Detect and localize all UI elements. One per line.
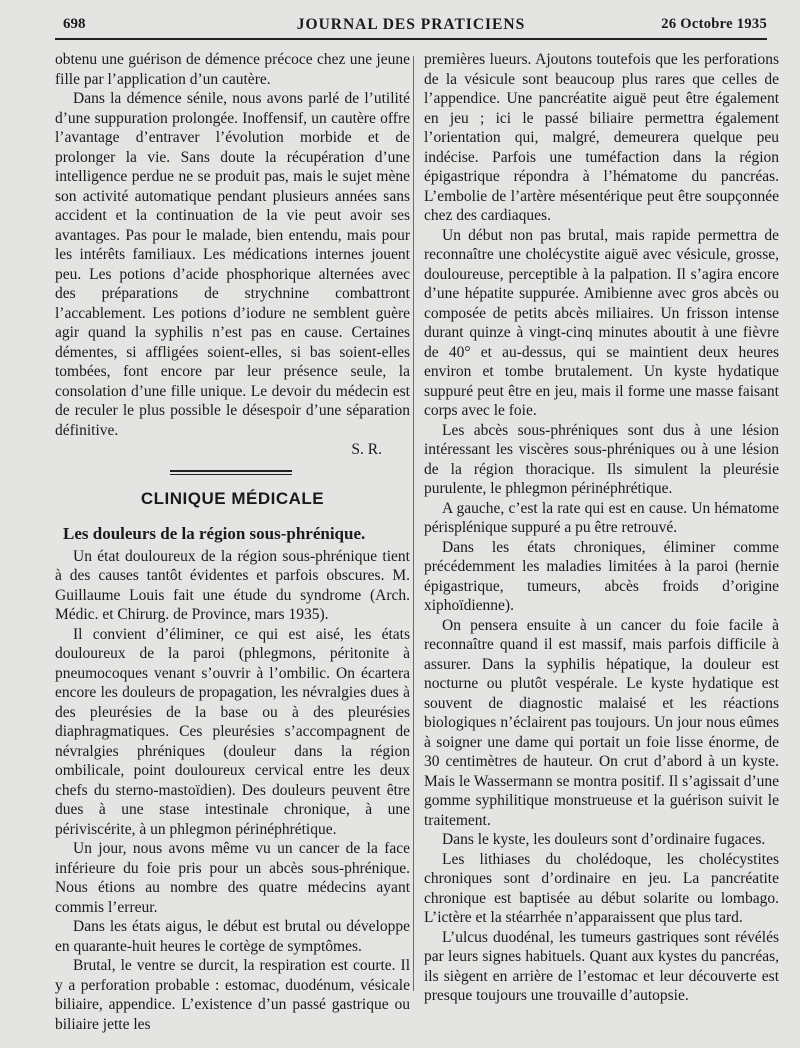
right-paragraph-6: On pensera ensuite à un cancer du foie facile à reconnaître quand il est massif, mais parfois difficile à assurer. Dans la syphilis hépatique, la douleur est nocturne ou plutôt vespérale. Le kyste hydatique est souvent de diagnostic malaisé et les réactions biologiques n’éclairent pas toujours. Un jour nous eûmes à soigner une dame qui portait un foie lisse énorme, de 30 centimètres de hauteur. On crut d’abord à un kyste. Mais le Wassermann se montra positif. Il s’agissait d’une gomme syphilitique monstrueuse et la guérison suivit le traitement. xyxy=(424,616,779,829)
running-header xyxy=(55,14,767,40)
left-paragraph-1: obtenu une guérison de démence précoce chez une jeune fille par l’application d’un cautère. xyxy=(55,51,410,88)
left-paragraph-2: Dans la démence sénile, nous avons parlé de l’utilité d’une suppuration prolongée. Inoffensif, un cautère offre l’avantage d’entraver l’évolution morbide et de prolonger la vie. Sans doute la récupération d’une intelligence perdue ne se produit pas, mais le sujet mène son activité automatique pendant plusieurs années sans accident et la continuation de la vie peut avoir ses avantages. Pas pour le malade, bien entendu, mais pour les intérêts familiaux. Les médications internes jouent peu. Les potions d’acide phosphorique alternées avec des préparations de strychnine combattront l’accablement. Les potions d’iodure ne semblent guère agir quand la syphilis n’est pas en cause. Certaines démentes, si affligées soient-elles, si bas soient-elles tombées, font encore par leur présence seule, la consolation d’une fille unique. Le devoir du médecin est de reculer le plus possible le désespoir d’une séparation définitive. xyxy=(55,90,410,439)
left-paragraph-7: Brutal, le ventre se durcit, la respiration est courte. Il y a perforation probable : estomac, duodénum, vésicale biliaire, appendice. L’existence d’un passé gastrique ou biliaire jette les xyxy=(55,957,410,1033)
issue-date: 26 Octobre 1935 xyxy=(661,16,767,32)
left-column xyxy=(55,50,410,1034)
author-signature: S. R. xyxy=(351,441,382,458)
right-paragraph-7: Dans le kyste, les douleurs sont d’ordinaire fugaces. xyxy=(442,831,766,848)
left-paragraph-3: Un état douloureux de la région sous-phrénique tient à des causes tantôt évidentes et parfois obscures. M. Guillaume Louis fait une étude du syndrome (Arch. Médic. et Chirurg. de Province, mars 1935). xyxy=(55,547,410,623)
right-paragraph-8: Les lithiases du cholédoque, les cholécystites chroniques sont d’ordinaire en jeu. La pancréatite chronique est baptisée au début solarite ou lombago. L’ictère et la stéarrhée n’apparaissent que plus tard. xyxy=(424,850,779,926)
column-divider xyxy=(413,56,414,991)
journal-title: JOURNAL DES PRATICIENS xyxy=(296,16,526,33)
right-column xyxy=(424,50,779,1006)
right-paragraph-2: Un début non pas brutal, mais rapide permettra de reconnaître une cholécystite aiguë avec vésicule, grosse, douloureuse, perceptible à la palpation. Il s’agira encore d’une hépatite suppurée. Amibienne avec gros abcès ou composée de petits abcès miliaires. Un frisson intense durant quinze à vingt-cinq minutes aboutit à une fièvre de 40° et au-dessus, qui se maintient deux heures environ et tombe brutalement. Un kyste hydatique suppuré peut être en jeu, mais il forme une masse faisant corps avec le foie. xyxy=(424,226,779,419)
right-paragraph-5: Dans les états chroniques, éliminer comme précédemment les maladies limitées à la paroi (hernie épigastrique, tumeurs, abcès froids d’origine xiphoïdienne). xyxy=(424,538,779,614)
right-paragraph-3: Les abcès sous-phréniques sont dus à une lésion intéressant les viscères sous-phréniques ou à une lésion de la région thoracique. Ils simulent la pleurésie purulente, le phlegmon périnéphrétique. xyxy=(424,421,779,497)
right-paragraph-4: A gauche, c’est la rate qui est en cause. Un hématome périsplénique suppuré a pu être retrouvé. xyxy=(424,499,779,536)
left-paragraph-4: Il convient d’éliminer, ce qui est aisé, les états douloureux de la paroi (phlegmons, péritonite à pneumocoques venant s’ouvrir à l’ombilic. On écartera encore les douleurs de propagation, les névralgies dues à des pleurésies de la base ou à des pleurésies diaphragmatiques. Ces pleurésies s’accompagnent de névralgies phréniques (douleur dans la région ombilicale, point douloureux cervical entre les deux chefs du sterno-mastoïdien). Des douleurs peuvent être dues à une stase intestinale chronique, à une périviscérite, à un phlegmon périnéphrétique. xyxy=(55,625,410,838)
article-title: Les douleurs de la région sous-phrénique. xyxy=(63,524,366,543)
right-paragraph-1: premières lueurs. Ajoutons toutefois que les perforations de la vésicule sont beaucoup plus rares que celles de l’appendice. Une pancréatite aiguë peut être également en jeu ; ici le passé biliaire permettra également l’orientation qui, malgré, demeurera quelque peu indécise. Parfois une tuméfaction dans la région épigastrique répondra à l’hématome du pancréas. L’embolie de l’artère mésentérique peut être soupçonnée chez des cardiaques. xyxy=(424,51,779,224)
section-separator xyxy=(170,470,292,475)
left-paragraph-5: Un jour, nous avons même vu un cancer de la face inférieure du foie pris pour un abcès sous-phrénique. Nous étions au nombre des quatre médecins ayant commis l’erreur. xyxy=(55,840,410,916)
section-title: CLINIQUE MÉDICALE xyxy=(140,488,325,508)
right-paragraph-9: L’ulcus duodénal, les tumeurs gastriques sont révélés par leurs signes habituels. Quant aux kystes du pancréas, ils siègent en arrière de l’estomac et leur découverte est presque toujours une trouvaille d’autopsie. xyxy=(424,928,779,1004)
left-paragraph-6: Dans les états aigus, le début est brutal ou développe en quarante-huit heures le cortège de symptômes. xyxy=(55,918,410,955)
page-number: 698 xyxy=(63,16,86,32)
